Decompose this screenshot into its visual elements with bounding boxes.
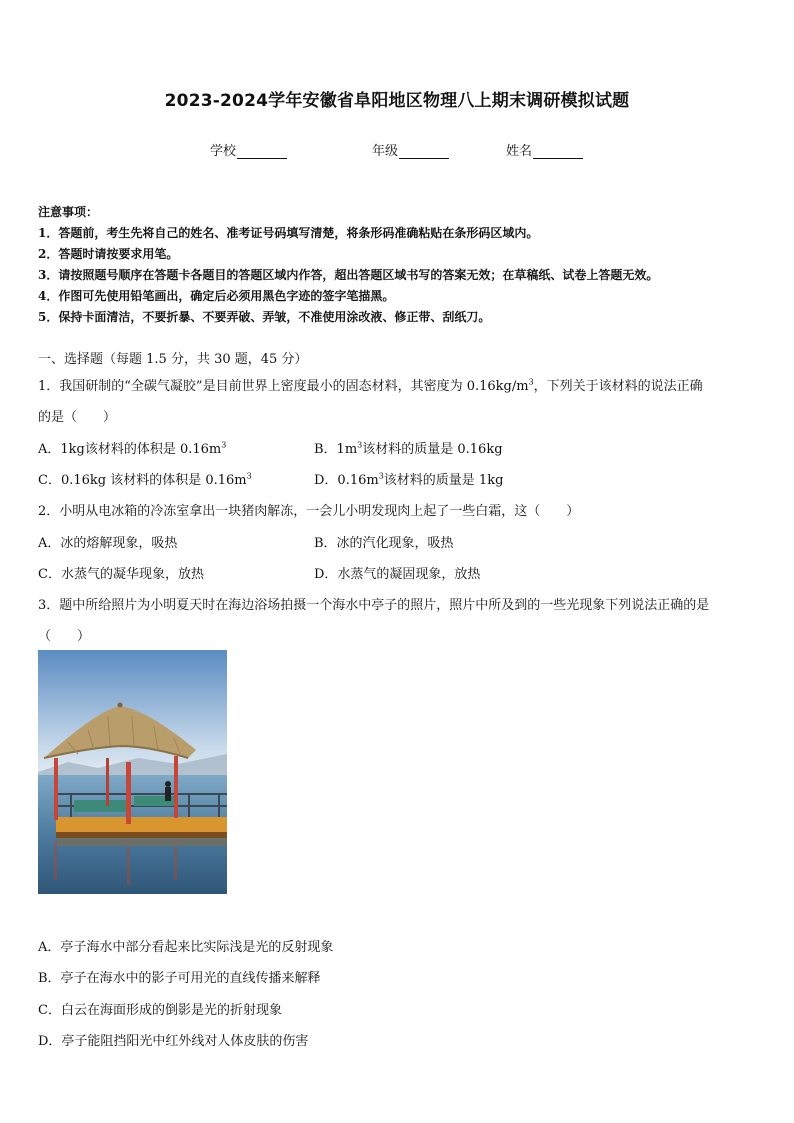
q2-stem: 2．小明从电冰箱的冷冻室拿出一块猪肉解冻，一会儿小明发现肉上起了一些白霜，这（ ） xyxy=(38,504,580,519)
q3-option-a[interactable]: A．亭子海水中部分看起来比实际浅是光的反射现象 xyxy=(38,940,334,955)
pavilion-photo-art xyxy=(38,650,227,894)
q2-option-d[interactable]: D．水蒸气的凝固现象，放热 xyxy=(314,567,481,582)
q1-option-b[interactable]: B．$1m^3$该材料的质量是 0.16kg xyxy=(314,440,503,457)
grade-blank xyxy=(399,145,449,159)
q3-option-c[interactable]: C．白云在海面形成的倒影是光的折射现象 xyxy=(38,1003,282,1018)
note-item: 5．保持卡面清洁，不要折暴、不要弄破、弄皱，不准使用涂改液、修正带、刮纸刀。 xyxy=(38,310,491,324)
q2-option-c[interactable]: C．水蒸气的凝华现象，放热 xyxy=(38,567,204,582)
q1-stem-line2: 的是（ ） xyxy=(38,410,117,425)
name-blank xyxy=(533,145,583,159)
note-item: 1．答题前，考生先将自己的姓名、准考证号码填写清楚，将条形码准确粘贴在条形码区域内。 xyxy=(38,226,539,240)
name-label: 姓名 xyxy=(506,144,533,159)
q1-option-a[interactable]: A．1kg该材料的体积是 $0.16m^3$ xyxy=(38,440,227,457)
section-heading: 一、选择题（每题 1.5 分，共 30 题，45 分） xyxy=(38,352,308,367)
q1-stem-line1: 1．我国研制的“全碳气凝胶”是目前世界上密度最小的固态材料，其密度为 $0.16kg/m^3$，下列关于该材料的说法正确 xyxy=(38,377,703,394)
notes-heading: 注意事项： xyxy=(38,205,99,219)
note-item: 4．作图可先使用铅笔画出，确定后必须用黑色字迹的签字笔描黑。 xyxy=(38,289,395,303)
grade-label: 年级 xyxy=(372,144,399,159)
school-blank xyxy=(237,145,287,159)
page-title: 2023-2024学年安徽省阜阳地区物理八上期末调研模拟试题 xyxy=(164,91,630,111)
note-item: 3．请按照题号顺序在答题卡各题目的答题区域内作答，超出答题区域书写的答案无效；在草稿纸、试卷上答题无效。 xyxy=(38,268,659,282)
note-item: 2．答题时请按要求用笔。 xyxy=(38,247,179,261)
name-field xyxy=(506,140,583,159)
q3-stem-line2: （ ） xyxy=(38,629,91,644)
grade-field xyxy=(372,140,449,159)
q3-option-b[interactable]: B．亭子在海水中的影子可用光的直线传播来解释 xyxy=(38,971,321,986)
q2-option-b[interactable]: B．冰的汽化现象，吸热 xyxy=(314,536,454,551)
q1-option-c[interactable]: C．0.16kg 该材料的体积是 $0.16m^3$ xyxy=(38,471,252,488)
q2-option-a[interactable]: A．冰的熔解现象，吸热 xyxy=(38,536,178,551)
q3-option-d[interactable]: D．亭子能阻挡阳光中红外线对人体皮肤的伤害 xyxy=(38,1034,309,1049)
q1-option-d[interactable]: D．$0.16m^3$该材料的质量是 1kg xyxy=(314,471,504,488)
school-field xyxy=(210,140,287,159)
school-label: 学校 xyxy=(210,144,237,159)
pavilion-photo xyxy=(38,650,227,894)
q3-stem-line1: 3．题中所给照片为小明夏天时在海边浴场拍摄一个海水中亭子的照片，照片中所及到的一些光现象下列说法正确的是 xyxy=(38,598,710,613)
